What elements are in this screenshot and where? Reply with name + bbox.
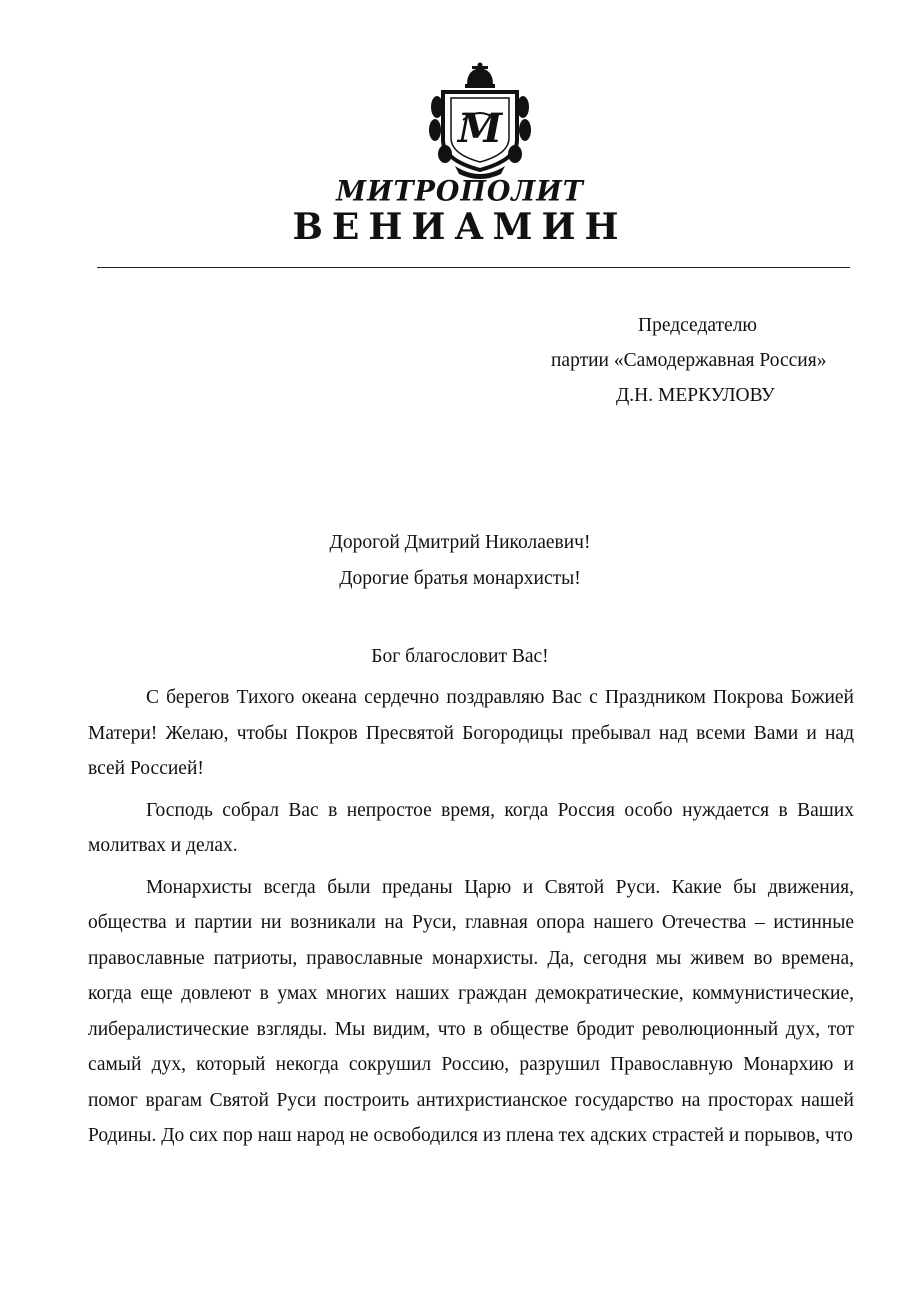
addressee-name: Д.Н. МЕРКУЛОВУ — [616, 385, 775, 406]
body-paragraph-2: Господь собрал Вас в непростое время, когда Россия особо нуждается в Ваших молитвах и делах. — [88, 799, 854, 856]
salutation-primary: Дорогой Дмитрий Николаевич! — [329, 532, 591, 553]
addressee-organization: партии «Самодержавная Россия» — [551, 350, 827, 371]
salutation-secondary: Дорогие братья монархисты! — [339, 568, 581, 589]
letterhead-title-rank: МИТРОПОЛИТ — [336, 175, 584, 208]
svg-text:M: M — [457, 105, 503, 152]
addressee-title: Председателю — [638, 315, 757, 336]
body-paragraph-3: Монархисты всегда были преданы Царю и Святой Руси. Какие бы движения, общества и партии ни возникали на Руси, главная опора нашего Отечества – истинные православные патриоты, православные монархисты. Да, сегодня мы живем во времена, когда еще довлеют в умах многих наших граждан демократические, коммунистические, либералистические взгляды. Мы видим, что в обществе бродит революционный дух, тот самый дух, который некогда сокрушил Россию, разрушил Православную Монархию и помог врагам Святой Руси построить антихристианское государство на просторах нашей Родины. До сих пор наш народ не освободился из плена тех адских страстей и порывов, что — [88, 876, 854, 1146]
blessing-line: Бог благословит Вас! — [371, 646, 549, 667]
letter-body — [88, 680, 854, 1160]
letterhead-divider — [97, 267, 850, 268]
letterhead-title-name: ВЕНИАМИН — [292, 206, 628, 248]
crowned-monogram-emblem-icon — [425, 62, 535, 182]
body-paragraph-1: С берегов Тихого океана сердечно поздравляю Вас с Праздником Покрова Божией Матери! Желаю, чтобы Покров Пресвятой Богородицы пребывал над всеми Вами и над всей Россией! — [88, 687, 854, 779]
addressee-block — [520, 308, 880, 413]
